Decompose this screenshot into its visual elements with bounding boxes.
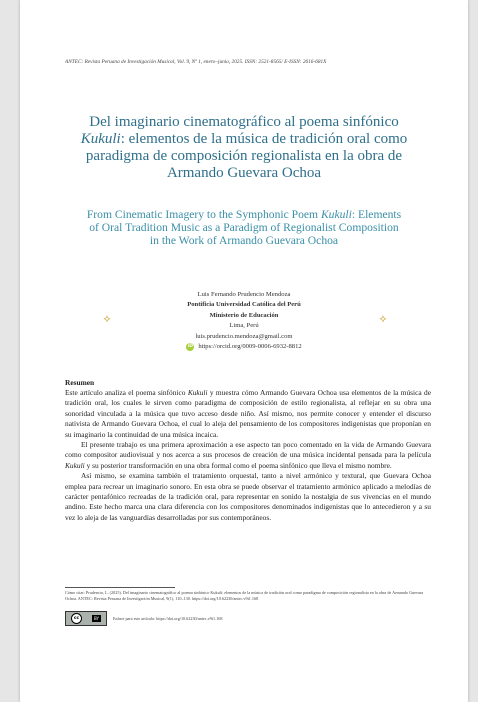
abstract-heading: Resumen <box>65 378 95 387</box>
author-department: Ministerio de Educación <box>209 311 279 319</box>
ornament-left-icon: ⟡ <box>103 312 111 325</box>
journal-header: ANTEC: Revista Peruana de Investigación Musical, Vol. 9, Nº 1, enero–junio, 2025. ISSN: 2521-8565/ E-ISSN: 2616-681X <box>65 59 327 65</box>
abstract-p1-start: Este artículo analiza el poema sinfónico <box>65 388 188 397</box>
abstract-paragraph-1 <box>65 388 431 440</box>
abstract-paragraph-2 <box>65 440 431 471</box>
english-title-line-2: of Oral Tradition Music as a Paradigm of Regionalist Composition <box>89 221 399 234</box>
english-title <box>60 208 428 247</box>
spanish-title-line-2 <box>60 131 428 148</box>
author-location: Lima, Perú <box>229 322 259 330</box>
by-icon: BY <box>94 616 99 621</box>
spanish-title-line-2-rest: : elementos de la música de tradición oral como <box>120 131 408 147</box>
orcid-icon[interactable]: iD <box>187 344 193 350</box>
author-email[interactable]: luis.prudencio.mendoza@gmail.com <box>195 332 293 340</box>
spanish-title-line-3: paradigma de composición regionalista en la obra de <box>85 148 403 164</box>
author-name: Luis Fernando Prudencio Mendoza <box>197 291 291 298</box>
english-title-line-1 <box>60 208 428 221</box>
english-title-line-3: in the Work of Armando Guevara Ochoa <box>149 234 339 247</box>
orcid-link[interactable]: https://orcid.org/0009-0006-6932-8812 <box>198 343 302 351</box>
spanish-title <box>60 114 428 182</box>
abstract-p1-end: y muestra cómo Armando Guevara Ochoa usa elementos de la música de tradición oral, los cuales le sirven como paradigma de composición de estilo regionalista, al reflejar en su obra una sonoridad vinculada a la música que tuvo acceso desde niño. Así mismo, nos permite conocer y entender el discurso nativista de Armando Guevara Ochoa, el cual lo aleja del pensamiento de los compositores indigenistas que proponían en su imaginario la continuidad de una música incaica. <box>65 388 431 439</box>
abstract-p2-end: y su posterior transformación en una obra formal como el poema sinfónico que lleva el mismo nombre. <box>84 460 392 470</box>
abstract-p1-italic: Kukuli <box>187 388 208 397</box>
footnote-rule <box>65 587 175 588</box>
abstract-body <box>65 388 431 523</box>
author-block <box>120 290 368 352</box>
spanish-title-line-4: Armando Guevara Ochoa <box>166 165 322 181</box>
spanish-title-italic: Kukuli <box>80 131 121 147</box>
orcid-row <box>120 342 368 352</box>
english-title-italic: Kukuli <box>320 208 352 221</box>
cc-license-badge[interactable] <box>65 611 107 626</box>
citation-text: Cómo citar: Prudencio, L. (2025). Del imaginario cinematográfico al poema sinfónico Kukuli: elementos de la música de tradición oral como paradigma de composición regionalista en la obra de Armando Guevara Ochoa. ANTEC: Revista Peruana de Investigación Musical, 9(1), 110–130. https://doi.org/10.62230/antec.v9i1.168 <box>65 590 424 602</box>
spanish-title-line-1: Del imaginario cinematográfico al poema sinfónico <box>89 114 399 130</box>
abstract-p2-italic: Kukuli <box>65 460 85 470</box>
license-row <box>65 611 222 626</box>
abstract-paragraph-3: Así mismo, se examina también el tratamiento orquestal, tanto a nivel armónico y textural, que Guevara Ochoa emplea para recrear un imaginario sonoro. En esta obra se puede observar el tratamiento armónico aplicado a melodías de carácter pentafónico recreadas de la tradición oral, para representar en sonido la nostalgia de sus vivencias en el mundo andino. Este hecho marca una clara diferencia con los compositores denominados indigenistas que lo antecedieron y a su vez lo aleja de las vanguardias desarrolladas por sus contemporáneos. <box>65 471 431 522</box>
abstract-p2-start: El presente trabajo es una primera aproximación a ese aspecto tan poco comentado en la vida de Armando Guevara como compositor audiovisual y nos acerca a sus procesos de creación de una música incidental pensada para la película <box>65 440 431 460</box>
paper-page <box>20 0 468 702</box>
ornament-right-icon: ⟡ <box>379 312 387 325</box>
cc-icon: cc <box>71 613 82 624</box>
english-title-post: : Elements <box>351 208 402 221</box>
author-institution: Pontificia Universidad Católica del Perú <box>187 301 301 309</box>
license-link[interactable]: Enlace para este artículo: https://doi.org/10.62230/antec.v9i1.168 <box>113 616 223 621</box>
english-title-pre: From Cinematic Imagery to the Symphonic Poem <box>86 208 321 221</box>
